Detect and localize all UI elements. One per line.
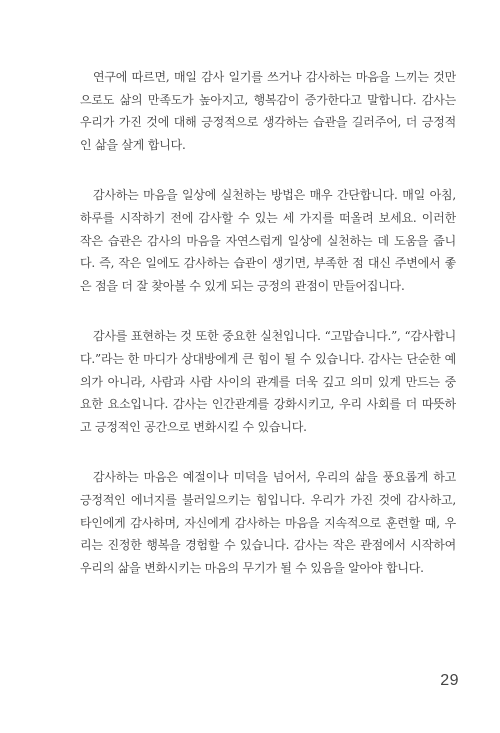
text-line: 하루를 시작하기 전에 감사할 수 있는 세 가지를 떠올려 보세요. 이러한 [80, 210, 456, 225]
text-line: 리는 진정한 행복을 경험할 수 있습니다. 감사는 작은 관점에서 시작하여 [80, 538, 456, 553]
paragraph-1 [80, 66, 456, 156]
text-line: 인 삶을 살게 합니다. [80, 137, 186, 152]
text-line: 요한 요소입니다. 감사는 인간관계를 강화시키고, 우리 사회를 더 따뜻하 [80, 397, 456, 412]
text-line: 감사하는 마음을 일상에 실천하는 방법은 매우 간단합니다. 매일 아침, [93, 188, 456, 203]
text-line: 연구에 따르면, 매일 감사 일기를 쓰거나 감사하는 마음을 느끼는 것만 [93, 70, 456, 84]
text-line: 긍정적인 에너지를 불러일으키는 힘입니다. 우리가 가진 것에 감사하고, [80, 492, 456, 507]
text-line: 은 점을 더 잘 찾아볼 수 있게 되는 긍정의 관점이 만들어집니다. [80, 278, 405, 293]
text-line: 다. 즉, 작은 일에도 감사하는 습관이 생기면, 부족한 점 대신 주변에서 좋 [80, 256, 456, 271]
text-line: 의가 아니라, 사람과 사람 사이의 관계를 더욱 깊고 의미 있게 만드는 중 [80, 374, 456, 389]
page-number: 29 [440, 672, 459, 689]
text-line: 우리의 삶을 변화시키는 마음의 무기가 될 수 있음을 알아야 합니다. [80, 560, 424, 575]
text-line: 감사하는 마음은 예절이나 미덕을 넘어서, 우리의 삶을 풍요롭게 하고 [93, 470, 456, 485]
body-text [80, 66, 456, 607]
text-line: 고 긍정적인 공간으로 변화시킬 수 있습니다. [80, 419, 307, 434]
paragraph-3 [80, 325, 456, 438]
paragraph-4 [80, 466, 456, 579]
paragraph-2 [80, 184, 456, 297]
text-line: 우리가 가진 것에 대해 긍정적으로 생각하는 습관을 길러주어, 더 긍정적 [80, 115, 456, 130]
text-line: 으로도 삶의 만족도가 높아지고, 행복감이 증가한다고 말합니다. 감사는 [80, 92, 456, 107]
text-line: 작은 습관은 감사의 마음을 자연스럽게 일상에 실천하는 데 도움을 줍니 [80, 233, 456, 248]
text-line: 다.”라는 한 마디가 상대방에게 큰 힘이 될 수 있습니다. 감사는 단순한 예 [80, 351, 456, 366]
text-line: 타인에게 감사하며, 자신에게 감사하는 마음을 지속적으로 훈련할 때, 우 [80, 515, 456, 530]
text-line: 감사를 표현하는 것 또한 중요한 실천입니다. “고맙습니다.”, “감사합니 [93, 329, 456, 344]
